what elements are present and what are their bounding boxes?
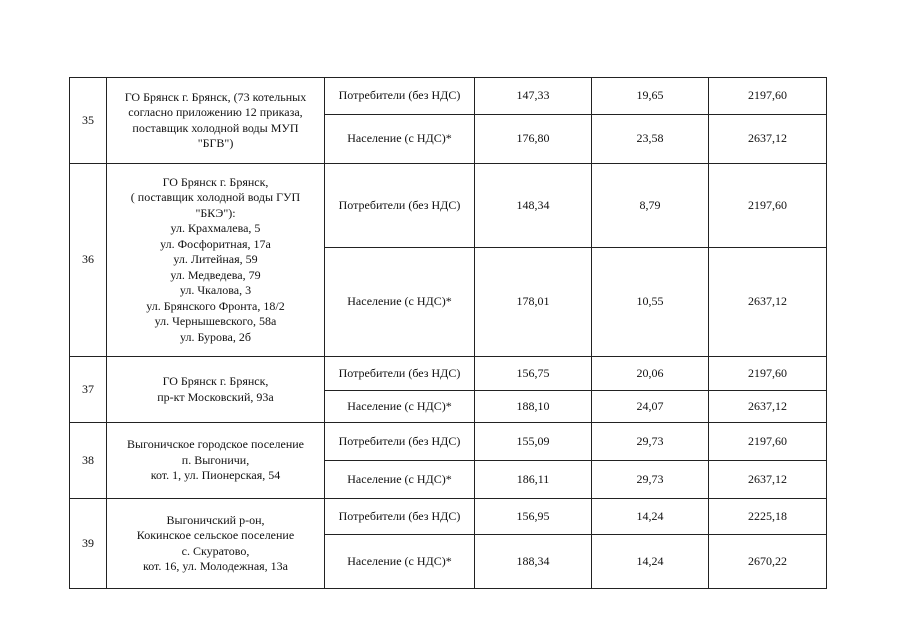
table-row	[70, 357, 827, 391]
value-cell-2: 20,06	[592, 357, 709, 391]
row-number: 38	[70, 423, 107, 499]
row-number: 37	[70, 357, 107, 423]
value-cell-2: 14,24	[592, 535, 709, 589]
organization-line: с. Скуратово,	[181, 543, 250, 558]
organization-line: ГО Брянск г. Брянск,	[162, 374, 269, 388]
value-cell-3: 2197,60	[709, 78, 827, 115]
organization-line: ул. Крахмалева, 5	[170, 221, 261, 236]
organization-line: "БГВ")	[197, 136, 234, 150]
value-cell-2: 14,24	[592, 499, 709, 535]
consumer-category-cell: Потребители (без НДС)	[325, 78, 475, 115]
organization-line: Выгоничское городское поселение	[127, 437, 304, 452]
table-row	[70, 78, 827, 115]
tariff-table-body	[70, 78, 827, 589]
organization-line: кот. 16, ул. Молодежная, 13а	[142, 559, 289, 573]
row-number: 35	[70, 78, 107, 164]
organization-line: "БКЭ"):	[195, 205, 236, 220]
value-cell-2: 29,73	[592, 461, 709, 499]
consumer-category-cell: Население (с НДС)*	[325, 461, 475, 499]
row-number: 39	[70, 499, 107, 589]
organization-line: ГО Брянск г. Брянск,	[162, 174, 269, 189]
value-cell-3: 2637,12	[709, 115, 827, 164]
value-cell-2: 24,07	[592, 391, 709, 423]
organization-line: ГО Брянск г. Брянск, (73 котельных	[124, 89, 307, 104]
value-cell-1: 155,09	[475, 423, 592, 461]
organization-line: согласно приложению 12 приказа,	[128, 105, 303, 119]
consumer-category-cell: Потребители (без НДС)	[325, 164, 475, 248]
organization-cell	[107, 78, 325, 164]
organization-line: ул. Чкалова, 3	[179, 283, 252, 298]
organization-line: ( поставщик холодной воды ГУП	[130, 190, 301, 205]
organization-line: ул. Медведева, 79	[170, 267, 261, 282]
organization-line: поставщик холодной воды МУП	[132, 120, 299, 135]
table-row	[70, 499, 827, 535]
row-number: 36	[70, 164, 107, 357]
organization-cell	[107, 164, 325, 357]
value-cell-1: 178,01	[475, 248, 592, 357]
consumer-category-cell: Население (с НДС)*	[325, 115, 475, 164]
table-row	[70, 423, 827, 461]
organization-cell	[107, 357, 325, 423]
consumer-category-cell: Население (с НДС)*	[325, 248, 475, 357]
organization-line: Кокинское сельское поселение	[136, 528, 295, 542]
value-cell-1: 147,33	[475, 78, 592, 115]
tariff-table	[69, 77, 827, 589]
value-cell-3: 2197,60	[709, 423, 827, 461]
consumer-category-cell: Население (с НДС)*	[325, 535, 475, 589]
value-cell-2: 23,58	[592, 115, 709, 164]
value-cell-3: 2197,60	[709, 357, 827, 391]
value-cell-3: 2225,18	[709, 499, 827, 535]
table-row	[70, 164, 827, 248]
organization-cell	[107, 499, 325, 589]
value-cell-2: 10,55	[592, 248, 709, 357]
value-cell-2: 19,65	[592, 78, 709, 115]
consumer-category-cell: Потребители (без НДС)	[325, 499, 475, 535]
organization-line: п. Выгоничи,	[181, 452, 250, 467]
value-cell-1: 186,11	[475, 461, 592, 499]
value-cell-2: 8,79	[592, 164, 709, 248]
organization-line: кот. 1, ул. Пионерская, 54	[150, 468, 281, 483]
organization-line: ул. Чернышевского, 58а	[154, 314, 277, 329]
value-cell-1: 156,95	[475, 499, 592, 535]
organization-line: ул. Фосфоритная, 17а	[160, 236, 271, 251]
value-cell-1: 176,80	[475, 115, 592, 164]
organization-line: ул. Литейная, 59	[173, 252, 258, 267]
value-cell-3: 2637,12	[709, 248, 827, 357]
value-cell-1: 148,34	[475, 164, 592, 248]
value-cell-3: 2670,22	[709, 535, 827, 589]
value-cell-1: 156,75	[475, 357, 592, 391]
organization-line: Выгоничский р-он,	[166, 512, 265, 527]
value-cell-3: 2197,60	[709, 164, 827, 248]
value-cell-3: 2637,12	[709, 391, 827, 423]
consumer-category-cell: Население (с НДС)*	[325, 391, 475, 423]
organization-line: пр-кт Московский, 93а	[157, 389, 274, 404]
value-cell-1: 188,10	[475, 391, 592, 423]
value-cell-2: 29,73	[592, 423, 709, 461]
organization-line: ул. Бурова, 2б	[180, 329, 251, 344]
value-cell-1: 188,34	[475, 535, 592, 589]
consumer-category-cell: Потребители (без НДС)	[325, 423, 475, 461]
consumer-category-cell: Потребители (без НДС)	[325, 357, 475, 391]
organization-line: ул. Брянского Фронта, 18/2	[146, 298, 285, 313]
value-cell-3: 2637,12	[709, 461, 827, 499]
organization-cell	[107, 423, 325, 499]
